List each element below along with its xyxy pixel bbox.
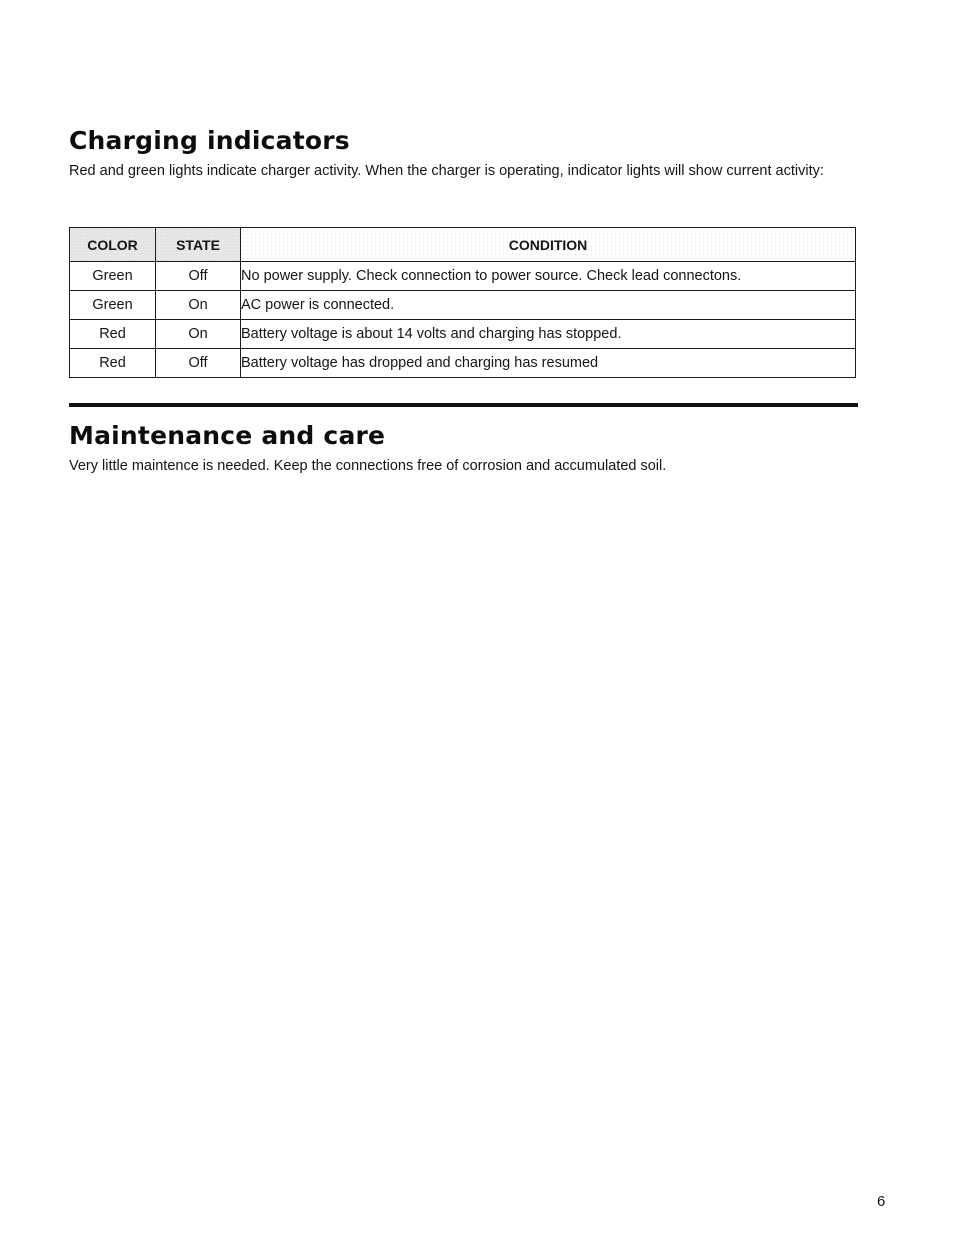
charging-indicators-intro: Red and green lights indicate charger activity. When the charger is operating, indicator lights will show current activity: (69, 163, 824, 179)
color-cell: Red (70, 349, 156, 378)
charging-indicators-heading: Charging indicators (69, 126, 350, 155)
condition-cell: Battery voltage is about 14 volts and charging has stopped. (241, 320, 856, 349)
color-cell: Red (70, 320, 156, 349)
table-row (70, 320, 856, 349)
state-cell: Off (156, 349, 241, 378)
page-number: 6 (877, 1193, 886, 1210)
state-cell: On (156, 291, 241, 320)
color-cell: Green (70, 291, 156, 320)
section-divider (69, 403, 858, 407)
table-row (70, 262, 856, 291)
condition-cell: AC power is connected. (241, 291, 856, 320)
maintenance-text: Very little maintence is needed. Keep the connections free of corrosion and accumulated soil. (69, 458, 667, 474)
color-cell: Green (70, 262, 156, 291)
condition-cell: Battery voltage has dropped and charging has resumed (241, 349, 856, 378)
condition-cell: No power supply. Check connection to power source. Check lead connectons. (241, 262, 856, 291)
table-row (70, 291, 856, 320)
column-header-color: COLOR (70, 228, 156, 262)
column-header-condition: CONDITION (241, 228, 856, 262)
state-cell: On (156, 320, 241, 349)
maintenance-heading: Maintenance and care (69, 421, 386, 450)
table-header-row (70, 228, 856, 262)
state-cell: Off (156, 262, 241, 291)
indicator-table (69, 227, 856, 378)
table-row (70, 349, 856, 378)
column-header-state: STATE (156, 228, 241, 262)
